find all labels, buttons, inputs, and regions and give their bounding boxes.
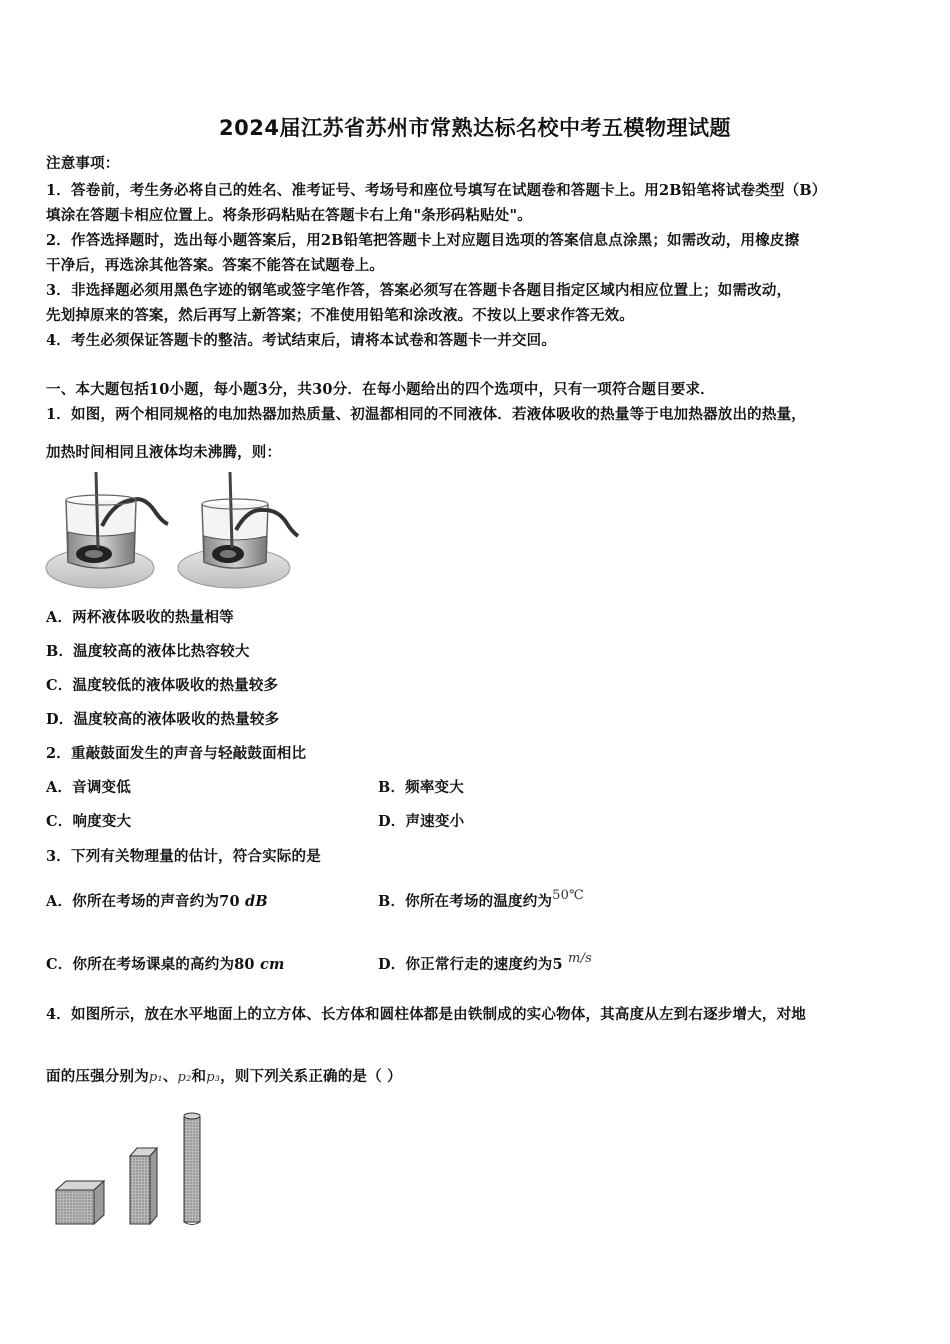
cube-shape	[56, 1181, 104, 1224]
q3-option-c-unit: cm	[259, 956, 285, 973]
q4-stem-text: ，则下列关系正确的是（ ）	[220, 1068, 402, 1085]
notice-line: 干净后，再选涂其他答案。答案不能答在试题卷上。	[46, 257, 385, 274]
q3-option-a-unit: dB	[244, 893, 268, 910]
q2-option-c: C．响度变大	[46, 813, 132, 830]
notice-line: 2．作答选择题时，选出每小题答案后，用2B铅笔把答题卡上对应题目选项的答案信息点涂黑；如需改动，用橡皮擦	[46, 232, 800, 249]
notice-line: 先划掉原来的答案，然后再写上新答案；不准使用铅笔和涂改液。不按以上要求作答无效。	[46, 307, 634, 324]
q3-option-b-value: 50℃	[552, 888, 584, 903]
q4-stem-cont	[46, 1065, 402, 1086]
p3-symbol: p₃	[206, 1070, 221, 1085]
q1-option-b: B．温度较高的液体比热容较大	[46, 643, 250, 660]
q2-option-b: B．频率变大	[378, 779, 464, 796]
q3-option-b	[378, 890, 584, 911]
cuboid-shape	[130, 1148, 157, 1224]
p1-symbol: p₁	[148, 1070, 163, 1085]
notice-line: 填涂在答题卡相应位置上。将条形码粘贴在答题卡右上角"条形码粘贴处"。	[46, 207, 532, 224]
q3-option-d	[378, 953, 592, 974]
q3-stem: 3．下列有关物理量的估计，符合实际的是	[46, 848, 321, 865]
page-title: 2024届江苏省苏州市常熟达标名校中考五模物理试题	[219, 116, 731, 140]
q2-option-a: A．音调变低	[46, 779, 131, 796]
notice-line: 3．非选择题必须用黑色字迹的钢笔或签字笔作答，答案必须写在答题卡各题目指定区域内相应位置上；如需改动，	[46, 282, 792, 299]
beakers-figure	[44, 466, 306, 592]
q1-stem: 1．如图，两个相同规格的电加热器加热质量、初温都相同的不同液体．若液体吸收的热量等于电加热器放出的热量，	[46, 406, 806, 423]
q3-option-d-unit: m/s	[568, 951, 592, 966]
notice-line: 4．考生必须保证答题卡的整洁。考试结束后，请将本试卷和答题卡一并交回。	[46, 332, 557, 349]
q4-stem-text: 面的压强分别为	[46, 1068, 149, 1085]
q1-option-a: A．两杯液体吸收的热量相等	[46, 609, 234, 626]
section-heading: 一、本大题包括10小题，每小题3分，共30分．在每小题给出的四个选项中，只有一项符合题目要求．	[46, 381, 715, 398]
q3-option-d-text: D．你正常行走的速度约为5	[378, 956, 569, 973]
q4-sep: 和	[191, 1068, 207, 1085]
q2-option-d: D．声速变小	[378, 813, 465, 830]
q1-option-c: C．温度较低的液体吸收的热量较多	[46, 677, 279, 694]
p2-symbol: p₂	[177, 1070, 192, 1085]
notice-line: 1．答卷前，考生务必将自己的姓名、准考证号、考场号和座位号填写在试题卷和答题卡上。用2B铅笔将试卷类型（B）	[46, 182, 827, 199]
notice-heading: 注意事项：	[46, 155, 120, 172]
q3-option-c-text: C．你所在考场课桌的高约为80	[46, 956, 260, 973]
solids-figure	[52, 1110, 212, 1228]
q3-option-b-text: B．你所在考场的温度约为	[378, 893, 553, 910]
q1-option-d: D．温度较高的液体吸收的热量较多	[46, 711, 280, 728]
q1-stem-cont: 加热时间相同且液体均未沸腾，则：	[46, 444, 282, 461]
cylinder-shape	[184, 1113, 200, 1225]
q4-sep: 、	[162, 1068, 178, 1085]
q3-option-a	[46, 890, 268, 911]
q4-stem: 4．如图所示，放在水平地面上的立方体、长方体和圆柱体都是由铁制成的实心物体，其高度从左到右逐步增大，对地	[46, 1006, 806, 1023]
q2-stem: 2．重敲鼓面发生的声音与轻敲鼓面相比	[46, 745, 307, 762]
q3-option-a-text: A．你所在考场的声音约为70	[46, 893, 245, 910]
q3-option-c	[46, 953, 285, 974]
